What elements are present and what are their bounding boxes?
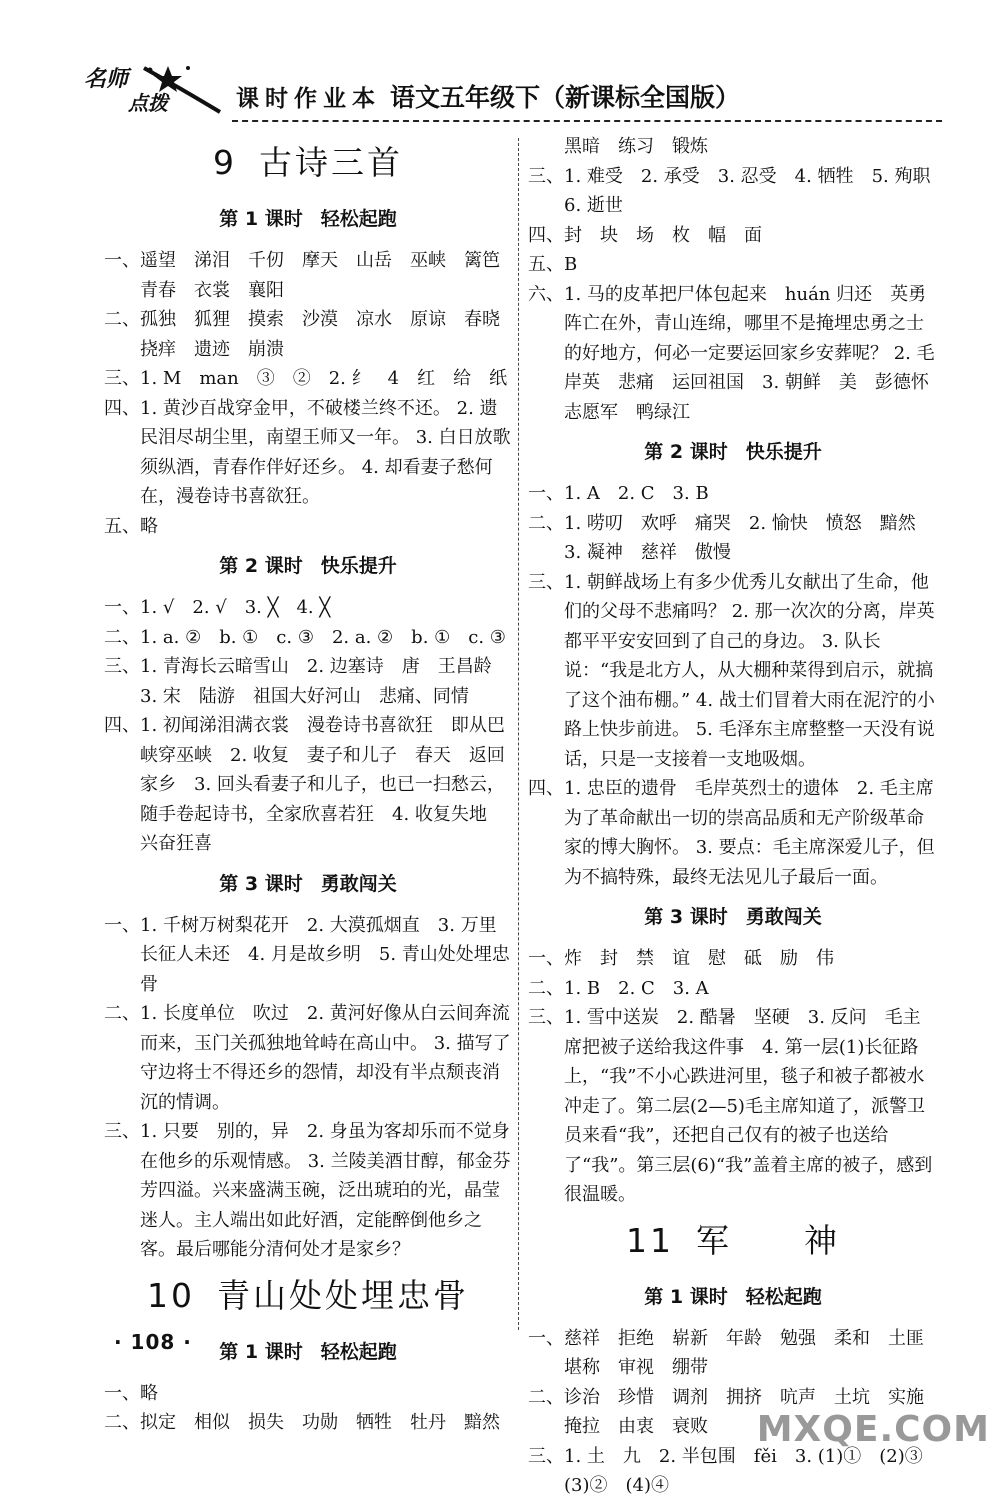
- answer-item: 一、遥望 涕泪 千仞 摩天 山岳 巫峡 篱笆 青春 衣裳 襄阳: [104, 250, 518, 301]
- answer-item: 一、1. A 2. C 3. B: [528, 483, 709, 504]
- lesson-name: 轻松起跑: [745, 1285, 822, 1308]
- lesson-number: 第 2 课时: [219, 555, 303, 577]
- chapter-9-title: [104, 138, 512, 188]
- lesson-title: [528, 435, 938, 469]
- svg-text:点拨: 点拨: [128, 91, 168, 115]
- chapter-name: 军 神: [696, 1220, 840, 1260]
- lesson-name: 快乐提升: [320, 555, 397, 577]
- page-number: · 108 ·: [114, 1330, 192, 1354]
- lesson-number: 第 3 课时: [219, 872, 303, 895]
- answer-item: 四、1. 初闻涕泪满衣裳 漫卷诗书喜欲狂 即从巴峡穿巫峡 2. 收复 妻子和儿子 春天 返回家乡 3. 回头看妻子和儿子，也已一扫愁云，随手卷起诗书，全家欣喜若狂 4. 收复失地 兴奋狂喜: [104, 715, 505, 854]
- answer-item: 五、B: [528, 254, 578, 275]
- answer-item: 一、略: [104, 1382, 158, 1404]
- answer-item: 一、慈祥 拒绝 崭新 年龄 勉强 柔和 土匪 堪称 审视 绷带: [528, 1327, 942, 1378]
- chapter-number: 9: [213, 143, 237, 182]
- lesson-name: 勇敢闯关: [745, 906, 822, 928]
- answer-item: 三、1. 难受 2. 承受 3. 忍受 4. 牺牲 5. 殉职 6. 逝世: [528, 165, 949, 216]
- lesson-title: [528, 900, 938, 934]
- page-header: [80, 58, 942, 130]
- header-subtitle: 语文五年级下（新课标全国版）: [390, 83, 741, 112]
- answer-item: 三、1. 土 九 2. 半包围 fěi 3. (1)① (2)③ (3)② (4)④: [528, 1445, 941, 1496]
- answer-item: 二、拟定 相似 损失 功勋 牺牲 牡丹 黯然: [104, 1412, 500, 1433]
- right-column: [528, 132, 949, 1501]
- lesson-number: 第 1 课时: [219, 1340, 303, 1363]
- chapter-name: 古诗三首: [259, 143, 403, 182]
- answer-item: 二、1. B 2. C 3. A: [528, 977, 709, 999]
- lesson-name: 轻松起跑: [320, 208, 397, 230]
- answer-item: 六、1. 马的皮革把尸体包起来 huán 归还 英勇阵亡在外，青山连绵，哪里不是掩埋忠勇之士的好地方，何必一定要运回家乡安葬呢？ 2. 毛岸英 悲痛 运回祖国 3. 朝鲜 美 彭德怀 志愿军 鸭绿江: [528, 283, 947, 423]
- answer-item: 三、1. 朝鲜战场上有多少优秀儿女献出了生命，他们的父母不悲痛吗？ 2. 那一次次的分离，岸英都平平安安回到了自己的身边。 3. 队长说：“我是北方人，从大棚种菜得到启示，就搞了这个油布棚。” 4. 战士们冒着大雨在泥泞的小路上快步前进。 5. 毛泽东主席整整一天没有说话，只是一支接着一支地吸烟。: [528, 571, 935, 770]
- answer-item: 三、1. 青海长云暗雪山 2. 边塞诗 唐 王昌龄 3. 宋 陆游 祖国大好河山 悲痛、同情: [104, 656, 510, 707]
- answer-item: 二、孤独 狐狸 摸索 沙漠 凉水 原谅 春晓 挠痒 遗迹 崩溃: [104, 309, 518, 360]
- answer-item: 三、1. 只要 别的，异 2. 身虽为客却乐而不觉身在他乡的乐观情感。 3. 兰陵美酒甘醇，郁金芬芳四溢。兴来盛满玉碗，泛出琥珀的光，晶莹迷人。主人端出如此好酒，定能醉倒他乡之客。最后哪能分清何处才是家乡？: [104, 1121, 511, 1260]
- brand-logo: [80, 58, 230, 116]
- answer-item: 三、1. 雪中送炭 2. 酷暑 坚硬 3. 反问 毛主席把被子送给我这件事 4. 第一层(1)长征路上，“我”不小心跌进河里，毯子和被子都被水冲走了。第二层(2—5)毛主席知道了，派警卫员来看“我”，还把自己仅有的被子也送给了“我”。第三层(6)“我”盖着主席的被子，感到很温暖。: [528, 1007, 933, 1205]
- lesson-name: 勇敢闯关: [320, 872, 397, 895]
- chapter-10-title: [104, 1271, 512, 1321]
- watermark: MXQE.COM: [756, 1409, 990, 1450]
- lesson-name: 快乐提升: [745, 441, 822, 463]
- left-column: [104, 132, 518, 1438]
- answer-item: 五、略: [104, 515, 158, 537]
- header-rule: [232, 120, 942, 122]
- chapter-number: 10: [147, 1275, 195, 1315]
- lesson-number: 第 1 课时: [644, 1285, 728, 1308]
- answer-item: 一、炸 封 禁 谊 慰 砥 励 伟: [528, 948, 834, 969]
- answer-item: 二、1. 唠叨 欢呼 痛哭 2. 愉快 愤怒 黯然 3. 凝神 慈祥 傲慢: [528, 512, 934, 563]
- lesson-title: [104, 549, 512, 583]
- answer-item: 四、封 块 场 枚 幅 面: [528, 224, 762, 246]
- answer-item: 二、1. a. ② b. ① c. ③ 2. a. ② b. ① c. ③: [104, 626, 506, 648]
- chapter-11-title: [528, 1216, 938, 1266]
- lesson-number: 第 3 课时: [644, 906, 728, 928]
- lesson-number: 第 1 课时: [219, 208, 303, 230]
- lesson-name: 轻松起跑: [320, 1340, 397, 1363]
- lesson-number: 第 2 课时: [644, 441, 728, 463]
- chapter-number: 11: [626, 1220, 674, 1260]
- chapter-name: 青山处处埋忠骨: [217, 1275, 469, 1315]
- answer-item: 三、1. M man ③ ② 2. 纟 4 红 给 纸: [104, 368, 508, 389]
- lesson-title: [528, 1280, 938, 1314]
- answer-item: 四、1. 忠臣的遗骨 毛岸英烈士的遗体 2. 毛主席为了革命献出一切的崇高品质和无产阶级革命家的博大胸怀。 3. 要点：毛主席深爱儿子，但为不搞特殊，最终无法见儿子最后一面。: [528, 778, 935, 888]
- answer-item: 二、诊治 珍惜 调剂 拥挤 吭声 土坑 实施 掩拉 由衷 衰败: [528, 1386, 942, 1437]
- header-title: 课时作业本: [236, 86, 381, 112]
- svg-text:名师: 名师: [84, 66, 129, 92]
- answer-item: 一、1. 千树万树梨花开 2. 大漠孤烟直 3. 万里长征人未还 4. 月是故乡明 5. 青山处处埋忠骨: [104, 914, 510, 995]
- answer-item: 四、1. 黄沙百战穿金甲，不破楼兰终不还。 2. 遗民泪尽胡尘里，南望王师又一年。 3. 白日放歌须纵酒，青春作伴好还乡。 4. 却看妻子愁何在，漫卷诗书喜欲狂。: [104, 397, 511, 507]
- column-divider: [518, 138, 519, 1330]
- lesson-title: [104, 867, 512, 901]
- answer-item: 一、1. √ 2. √ 3. ╳ 4. ╳: [104, 597, 331, 618]
- answer-item: 二、1. 长度单位 吹过 2. 黄河好像从白云间奔流而来，玉门关孤独地耸峙在高山中。 3. 描写了守边将士不得还乡的怨情，却没有半点颓丧消沉的情调。: [104, 1003, 511, 1113]
- answer-item: 黑暗 练习 锻炼: [528, 136, 708, 157]
- lesson-title: [104, 202, 512, 236]
